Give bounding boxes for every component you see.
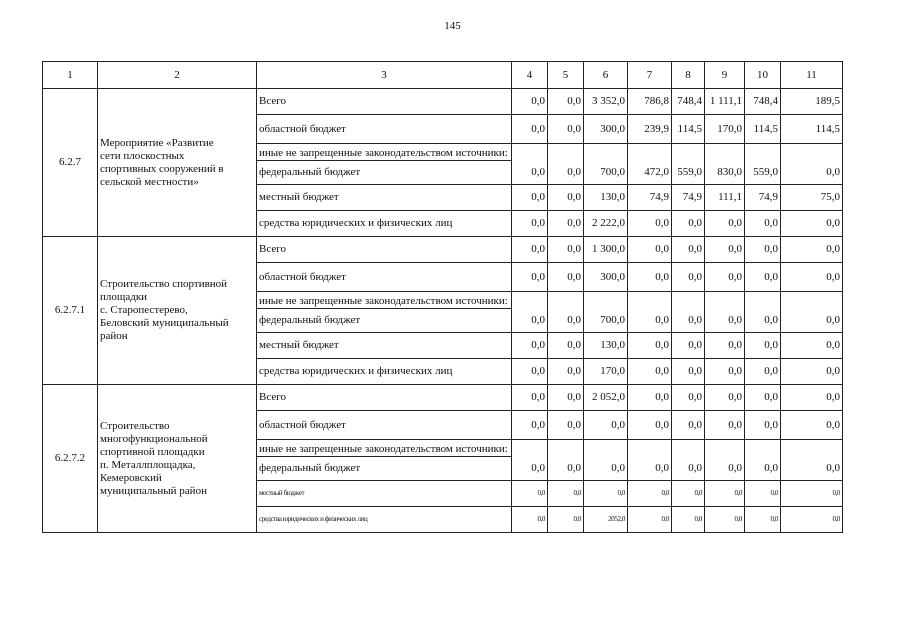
funding-source: иные не запрещенные законодательством источники:	[257, 440, 512, 457]
value-cell: 0,0	[705, 333, 745, 359]
value-cell: 0,0	[745, 211, 781, 237]
value-cell: 0,0	[705, 457, 745, 481]
value-cell	[705, 144, 745, 161]
value-cell: 0,0	[548, 115, 584, 144]
value-cell: 170,0	[584, 359, 628, 385]
value-cell: 700,0	[584, 161, 628, 185]
value-cell	[512, 440, 548, 457]
funding-source: местный бюджет	[257, 333, 512, 359]
value-cell: 0,0	[628, 211, 672, 237]
header-cell: 8	[672, 62, 705, 89]
funding-source: средства юридических и физических лиц	[257, 359, 512, 385]
value-cell: 0,0	[705, 385, 745, 411]
value-cell: 0,0	[512, 161, 548, 185]
funding-source: иные не запрещенные законодательством источники:	[257, 292, 512, 309]
budget-table	[42, 61, 843, 533]
value-cell	[548, 144, 584, 161]
value-cell: 114,5	[781, 115, 843, 144]
value-cell	[781, 144, 843, 161]
value-cell: 0,0	[705, 481, 745, 507]
value-cell: 0,0	[672, 333, 705, 359]
value-cell: 111,1	[705, 185, 745, 211]
value-cell: 300,0	[584, 263, 628, 292]
value-cell: 0,0	[705, 411, 745, 440]
funding-source: средства юридических и физических лиц	[257, 507, 512, 533]
value-cell: 75,0	[781, 185, 843, 211]
value-cell: 0,0	[628, 333, 672, 359]
value-cell: 0,0	[705, 507, 745, 533]
funding-source: местный бюджет	[257, 185, 512, 211]
value-cell: 0,0	[512, 263, 548, 292]
value-cell: 0,0	[548, 359, 584, 385]
value-cell: 0,0	[628, 507, 672, 533]
value-cell: 0,0	[672, 457, 705, 481]
value-cell: 0,0	[745, 263, 781, 292]
value-cell: 0,0	[781, 411, 843, 440]
value-cell: 0,0	[512, 89, 548, 115]
funding-source: иные не запрещенные законодательством источники:	[257, 144, 512, 161]
table-body	[43, 89, 843, 533]
value-cell: 0,0	[781, 481, 843, 507]
value-cell: 3 352,0	[584, 89, 628, 115]
item-code: 6.2.7	[43, 89, 98, 237]
value-cell: 0,0	[781, 237, 843, 263]
value-cell: 0,0	[548, 263, 584, 292]
funding-source: федеральный бюджет	[257, 457, 512, 481]
value-cell: 0,0	[548, 89, 584, 115]
funding-source: Всего	[257, 385, 512, 411]
value-cell: 0,0	[745, 359, 781, 385]
value-cell: 239,9	[628, 115, 672, 144]
value-cell: 0,0	[781, 457, 843, 481]
value-cell: 114,5	[672, 115, 705, 144]
header-cell: 11	[781, 62, 843, 89]
value-cell: 1 300,0	[584, 237, 628, 263]
value-cell: 0,0	[745, 457, 781, 481]
value-cell: 0,0	[781, 385, 843, 411]
value-cell: 0,0	[628, 411, 672, 440]
value-cell: 0,0	[628, 263, 672, 292]
value-cell: 0,0	[745, 237, 781, 263]
funding-source: местный бюджет	[257, 481, 512, 507]
value-cell	[672, 144, 705, 161]
page-number: 145	[444, 20, 461, 32]
value-cell: 0,0	[745, 411, 781, 440]
value-cell	[628, 440, 672, 457]
value-cell: 0,0	[672, 481, 705, 507]
value-cell: 0,0	[628, 385, 672, 411]
value-cell: 74,9	[672, 185, 705, 211]
header-cell: 5	[548, 62, 584, 89]
value-cell: 786,8	[628, 89, 672, 115]
value-cell: 0,0	[548, 457, 584, 481]
value-cell: 748,4	[745, 89, 781, 115]
value-cell: 0,0	[548, 481, 584, 507]
table-row	[43, 89, 843, 115]
value-cell: 0,0	[672, 309, 705, 333]
value-cell: 0,0	[672, 359, 705, 385]
value-cell: 0,0	[628, 359, 672, 385]
value-cell: 0,0	[584, 411, 628, 440]
value-cell: 0,0	[705, 359, 745, 385]
value-cell: 0,0	[672, 263, 705, 292]
value-cell	[672, 292, 705, 309]
value-cell: 0,0	[628, 309, 672, 333]
value-cell: 0,0	[781, 263, 843, 292]
value-cell: 0,0	[512, 309, 548, 333]
value-cell: 0,0	[705, 309, 745, 333]
header-cell: 1	[43, 62, 98, 89]
value-cell	[512, 292, 548, 309]
table-row	[43, 385, 843, 411]
value-cell: 0,0	[512, 237, 548, 263]
value-cell	[628, 292, 672, 309]
value-cell	[548, 292, 584, 309]
value-cell	[584, 292, 628, 309]
funding-source: Всего	[257, 237, 512, 263]
value-cell: 0,0	[548, 333, 584, 359]
value-cell: 0,0	[512, 457, 548, 481]
value-cell: 0,0	[672, 237, 705, 263]
value-cell: 170,0	[705, 115, 745, 144]
value-cell	[512, 144, 548, 161]
funding-source: федеральный бюджет	[257, 309, 512, 333]
value-cell: 0,0	[512, 385, 548, 411]
value-cell	[584, 440, 628, 457]
value-cell	[745, 440, 781, 457]
value-cell: 0,0	[628, 457, 672, 481]
value-cell: 0,0	[548, 411, 584, 440]
value-cell: 1 111,1	[705, 89, 745, 115]
funding-source: областной бюджет	[257, 263, 512, 292]
value-cell: 0,0	[781, 161, 843, 185]
value-cell	[705, 440, 745, 457]
value-cell: 189,5	[781, 89, 843, 115]
header-cell: 2	[98, 62, 257, 89]
value-cell	[672, 440, 705, 457]
funding-source: областной бюджет	[257, 411, 512, 440]
value-cell: 0,0	[512, 115, 548, 144]
funding-source: федеральный бюджет	[257, 161, 512, 185]
value-cell: 0,0	[584, 481, 628, 507]
value-cell: 0,0	[512, 411, 548, 440]
value-cell: 0,0	[672, 411, 705, 440]
value-cell: 0,0	[548, 185, 584, 211]
value-cell: 0,0	[745, 385, 781, 411]
item-code: 6.2.7.2	[43, 385, 98, 533]
value-cell: 300,0	[584, 115, 628, 144]
value-cell	[705, 292, 745, 309]
value-cell: 0,0	[781, 211, 843, 237]
item-code: 6.2.7.1	[43, 237, 98, 385]
value-cell	[745, 144, 781, 161]
value-cell	[628, 144, 672, 161]
value-cell: 2 222,0	[584, 211, 628, 237]
value-cell: 0,0	[705, 211, 745, 237]
value-cell	[584, 144, 628, 161]
value-cell: 74,9	[628, 185, 672, 211]
header-cell: 7	[628, 62, 672, 89]
value-cell	[745, 292, 781, 309]
value-cell: 0,0	[781, 309, 843, 333]
value-cell: 0,0	[548, 309, 584, 333]
value-cell: 0,0	[672, 385, 705, 411]
value-cell: 0,0	[745, 309, 781, 333]
value-cell: 130,0	[584, 185, 628, 211]
value-cell: 830,0	[705, 161, 745, 185]
value-cell: 0,0	[628, 237, 672, 263]
value-cell: 130,0	[584, 333, 628, 359]
value-cell: 559,0	[672, 161, 705, 185]
header-cell: 3	[257, 62, 512, 89]
header-cell: 9	[705, 62, 745, 89]
funding-source: областной бюджет	[257, 115, 512, 144]
value-cell	[548, 440, 584, 457]
value-cell: 0,0	[672, 211, 705, 237]
table-row	[43, 237, 843, 263]
item-name: Мероприятие «Развитие сети плоскостных спортивных сооружений в сельской местности»	[98, 89, 257, 237]
value-cell: 0,0	[672, 507, 705, 533]
value-cell: 472,0	[628, 161, 672, 185]
funding-source: Всего	[257, 89, 512, 115]
item-name: Строительство спортивной площадки с. Старопестерево, Беловский муниципальный район	[98, 237, 257, 385]
value-cell: 114,5	[745, 115, 781, 144]
value-cell: 0,0	[548, 161, 584, 185]
value-cell: 0,0	[548, 237, 584, 263]
value-cell: 0,0	[628, 481, 672, 507]
value-cell: 0,0	[512, 507, 548, 533]
value-cell: 0,0	[512, 185, 548, 211]
value-cell: 0,0	[512, 481, 548, 507]
value-cell: 2052,0	[584, 507, 628, 533]
header-cell: 4	[512, 62, 548, 89]
value-cell: 0,0	[745, 481, 781, 507]
value-cell: 0,0	[548, 507, 584, 533]
value-cell: 0,0	[781, 507, 843, 533]
value-cell: 0,0	[745, 507, 781, 533]
value-cell: 0,0	[705, 237, 745, 263]
header-cell: 10	[745, 62, 781, 89]
value-cell: 0,0	[781, 333, 843, 359]
value-cell: 559,0	[745, 161, 781, 185]
value-cell: 0,0	[584, 457, 628, 481]
header-row	[43, 62, 843, 89]
value-cell: 748,4	[672, 89, 705, 115]
value-cell: 0,0	[512, 333, 548, 359]
value-cell: 0,0	[781, 359, 843, 385]
value-cell: 74,9	[745, 185, 781, 211]
value-cell	[781, 292, 843, 309]
funding-source: средства юридических и физических лиц	[257, 211, 512, 237]
value-cell: 0,0	[512, 359, 548, 385]
value-cell: 2 052,0	[584, 385, 628, 411]
item-name: Строительство многофункциональной спортивной площадки п. Металлплощадка, Кемеровский муниципальный район	[98, 385, 257, 533]
value-cell: 0,0	[512, 211, 548, 237]
header-cell: 6	[584, 62, 628, 89]
value-cell: 0,0	[705, 263, 745, 292]
value-cell: 0,0	[548, 211, 584, 237]
value-cell	[781, 440, 843, 457]
value-cell: 0,0	[548, 385, 584, 411]
value-cell: 0,0	[745, 333, 781, 359]
value-cell: 700,0	[584, 309, 628, 333]
